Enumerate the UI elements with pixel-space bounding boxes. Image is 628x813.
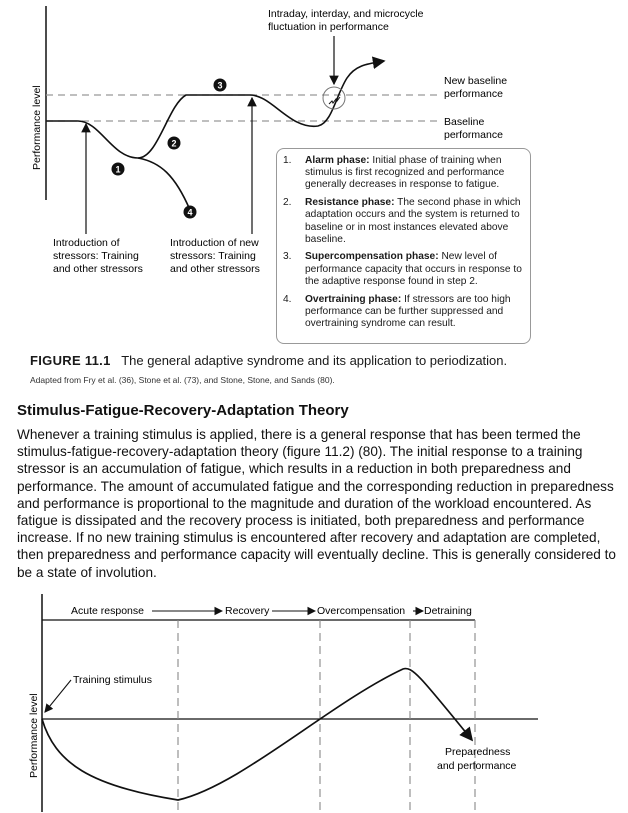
fluctuation-squiggle [329,97,340,104]
phase-text: New level of performance capacity that occurs in response to the adaptive response found in step 2. [305,251,522,287]
phase-label-acute: Acute response [71,605,144,617]
svg-text:1: 1 [115,164,121,175]
fluctuation-label: Intraday, interday, and microcycle fluctuation in performance [268,8,424,33]
phase-label-detraining: Detraining [424,605,472,617]
baseline-label: Baseline performance [444,116,503,141]
section-body: Whenever a training stimulus is applied, there is a general response that has been termed the stimulus-fatigue-recovery-adaptation theory (figure 11.2) (80). The initial response to a training stressor is an accumulation of fatigue, which results in a reduction in both preparedness and performance. The amount of accumulated fatigue and the corresponding reduction in preparedness and performance is proportional to the magnitude and duration of the workload encountered. As fatigue is dissipated and the recovery process is initiated, both preparedness and performance increase. If no new training stimulus is encountered after recovery and adaptation are completed, then preparedness and performance capacity will eventually decline. This is generally considered to be a state of involution. [17,427,616,580]
phase-number: 3. [283,251,292,263]
phase-item-overtraining [283,294,522,331]
stressor-label-right: Introduction of new stressors: Training and other stressors [170,237,260,275]
marker-2 [168,137,181,150]
phase-text: Initial phase of training when stimulus is first recognized and performance generally decreases in response to fatigue. [305,155,505,191]
overtraining-curve [138,158,190,210]
svg-text:4: 4 [187,207,193,218]
y-axis-label: Performance level [31,85,43,170]
marker-4 [184,206,197,219]
phase-item-alarm [283,155,522,192]
phase-number: 1. [283,155,292,166]
phase-description-box [276,148,531,344]
performance-curve [46,61,384,158]
marker-1 [112,163,125,176]
curve-label: Preparedness and performance [437,746,517,772]
marker-3 [214,79,227,92]
phase-item-resistance [283,197,522,246]
section-heading: Stimulus-Fatigue-Recovery-Adaptation Theory [17,402,349,419]
phase-label-recovery: Recovery [225,605,270,617]
figure-caption-text: The general adaptive syndrome and its application to periodization. [121,353,508,368]
preparedness-curve [42,669,472,800]
phase-title: Supercompensation phase: [305,251,439,263]
figure-caption [30,353,507,368]
training-stimulus-label: Training stimulus [73,674,152,686]
training-stimulus-arrow [45,680,71,712]
stressor-label-left: Introduction of stressors: Training and other stressors [53,237,143,275]
y-axis-label: Performance level [28,693,40,778]
phase-text: The second phase in which adaptation occurs and the system is returned to baseline or in most instances elevated above baseline. [305,197,521,245]
phase-title: Overtraining phase: [305,293,402,305]
svg-text:3: 3 [217,80,223,91]
phase-title: Alarm phase: [305,155,370,166]
figure-sfra-theory [0,588,628,813]
phase-number: 2. [283,197,292,209]
phase-label-overcompensation: Overcompensation [317,605,406,617]
phase-number: 4. [283,293,292,305]
phase-title: Resistance phase: [305,197,395,209]
phase-item-supercompensation [283,251,522,288]
svg-text:2: 2 [171,138,177,149]
figure-credit: Adapted from Fry et al. (36), Stone et al. (73), and Stone, Stone, and Sands (80). [30,375,335,385]
new-baseline-label: New baseline performance [444,75,508,100]
figure-number: FIGURE 11.1 [30,353,111,368]
phase-text: If stressors are too high performance can be further suppressed and overtraining syndrome can result. [305,293,511,329]
